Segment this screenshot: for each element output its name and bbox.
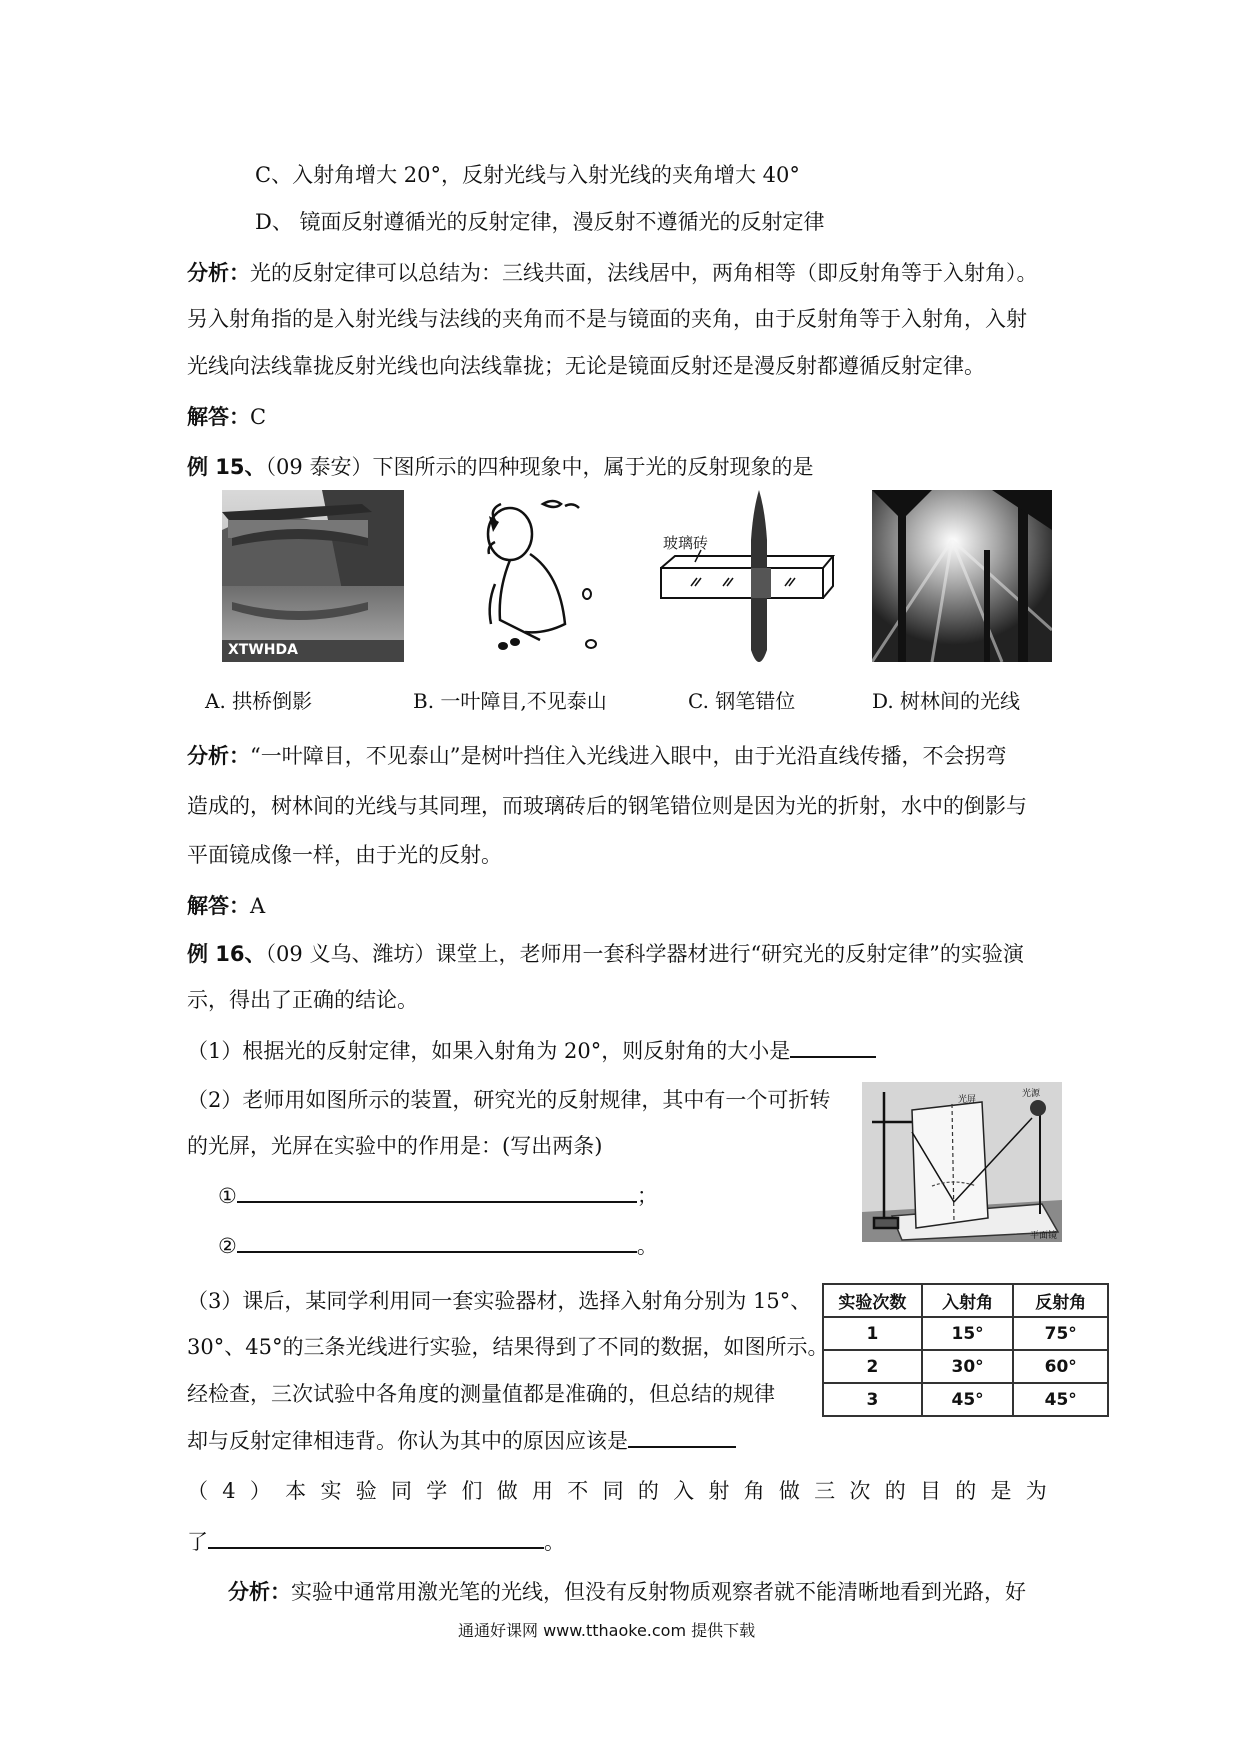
- analysis-text: “一叶障目，不见泰山”是树叶挡住入光线进入眼中，由于光沿直线传播，不会拐弯: [250, 744, 1007, 768]
- q15-stem: [187, 452, 813, 482]
- table-header: 反射角: [1013, 1284, 1108, 1317]
- analysis-label: 分析：: [228, 1580, 291, 1604]
- question-label: 例 15、: [187, 455, 266, 479]
- justified-char: （: [187, 1479, 208, 1503]
- table-cell: 2: [823, 1350, 922, 1383]
- reflection-apparatus-figure: [862, 1082, 1062, 1242]
- q16-part-4-line-2: [187, 1527, 565, 1557]
- answer-blank-2a[interactable]: [237, 1181, 637, 1203]
- q15-analysis-line-1: [187, 741, 1006, 771]
- q16-part-2-line-2: 的光屏，光屏在实验中的作用是：(写出两条): [187, 1134, 603, 1158]
- part-4-end: 。: [544, 1530, 565, 1554]
- answer-value: C: [250, 405, 267, 429]
- q16-part-3-line-3: 经检查，三次试验中各角度的测量值都是准确的，但总结的规律: [187, 1382, 775, 1406]
- q14-answer: [187, 402, 266, 432]
- photo-watermark: XTWHDA: [228, 642, 298, 658]
- justified-char: 角: [743, 1479, 765, 1503]
- table-header: 入射角: [922, 1284, 1014, 1317]
- q15-answer: [187, 891, 265, 921]
- q16-part-2-item-1: [218, 1181, 658, 1211]
- justified-char: 的: [955, 1479, 977, 1503]
- analysis-label: 分析：: [187, 261, 250, 285]
- table-header-row: [823, 1284, 1108, 1317]
- table-cell: 45°: [1013, 1383, 1108, 1416]
- mirror-label: 平面镜: [1030, 1231, 1058, 1241]
- justified-char: 不: [567, 1479, 589, 1503]
- justified-char: 做: [496, 1479, 518, 1503]
- q14-analysis-line-3: 光线向法线靠拢反射光线也向法线靠拢；无论是镜面反射还是漫反射都遵循反射定律。: [187, 354, 985, 378]
- justified-char: 的: [884, 1479, 906, 1503]
- table-cell: 45°: [922, 1383, 1014, 1416]
- q16-stem-line-1: [187, 939, 1024, 969]
- justified-char: 验: [355, 1479, 377, 1503]
- part-1-text: （1）根据光的反射定律，如果入射角为 20°，则反射角的大小是: [187, 1039, 791, 1063]
- analysis-label: 分析：: [187, 744, 250, 768]
- table-cell: 60°: [1013, 1350, 1108, 1383]
- item-marker: ①: [218, 1184, 237, 1208]
- table-row: [823, 1383, 1108, 1416]
- q16-part-3-line-1: （3）课后，某同学利用同一套实验器材，选择入射角分别为 15°、: [187, 1289, 812, 1313]
- q16-part-4-line-1: [187, 1476, 1047, 1506]
- light-source-label: 光源: [1022, 1089, 1041, 1099]
- caption-a: A. 拱桥倒影: [205, 689, 313, 713]
- q15-analysis-line-2: 造成的，树林间的光线与其同理，而玻璃砖后的钢笔错位则是因为光的折射，水中的倒影与: [187, 794, 1027, 818]
- answer-blank-3[interactable]: [628, 1426, 736, 1448]
- q16-part-2-item-2: [218, 1231, 658, 1261]
- justified-char: 学: [426, 1479, 448, 1503]
- leaf-over-eye-cartoon: [455, 494, 615, 662]
- justified-char: 三: [814, 1479, 836, 1503]
- item-marker: ②: [218, 1234, 237, 1258]
- table-cell: 3: [823, 1383, 922, 1416]
- q14-analysis-line-2: 另入射角指的是入射光线与法线的夹角而不是与镜面的夹角，由于反射角等于入射角，入射: [187, 307, 1027, 331]
- screen-label: 光屏: [958, 1095, 977, 1105]
- q14-analysis-line-1: [187, 258, 1038, 288]
- question-text: （09 泰安）下图所示的四种现象中，属于光的反射现象的是: [265, 455, 814, 479]
- page-footer: 通通好课网 www.tthaoke.com 提供下载: [458, 1621, 756, 1640]
- justified-char: 实: [320, 1479, 342, 1503]
- analysis-text: 光的反射定律可以总结为：三线共面，法线居中，两角相等（即反射角等于入射角）。: [250, 261, 1038, 285]
- table-row: [823, 1350, 1108, 1383]
- justified-char: 本: [285, 1479, 307, 1503]
- option-c: C、入射角增大 20°，反射光线与入射光线的夹角增大 40°: [255, 163, 800, 187]
- table-cell: 75°: [1013, 1317, 1108, 1350]
- table-row: [823, 1317, 1108, 1350]
- answer-label: 解答：: [187, 405, 250, 429]
- item-end: ；: [636, 1184, 658, 1208]
- justified-char: ）: [249, 1479, 271, 1503]
- answer-blank-2b[interactable]: [237, 1231, 637, 1253]
- table-cell: 15°: [922, 1317, 1014, 1350]
- part-3-text: 却与反射定律相违背。你认为其中的原因应该是: [187, 1429, 628, 1453]
- justified-char: 是: [990, 1479, 1012, 1503]
- experiment-data-table: [822, 1283, 1109, 1417]
- pen-glass-brick-diagram: [655, 490, 835, 662]
- justified-char: 同: [602, 1479, 624, 1503]
- table-cell: 30°: [922, 1350, 1014, 1383]
- q16-stem-line-2: 示，得出了正确的结论。: [187, 988, 418, 1012]
- analysis-text: 实验中通常用激光笔的光线，但没有反射物质观察者就不能清晰地看到光路，好: [291, 1580, 1026, 1604]
- caption-b: B. 一叶障目,不见泰山: [413, 689, 607, 713]
- justified-char: 目: [919, 1479, 941, 1503]
- glass-brick-label: 玻璃砖: [663, 534, 709, 552]
- justified-char: 入: [673, 1479, 695, 1503]
- q16-part-3-line-2: 30°、45°的三条光线进行实验，结果得到了不同的数据，如图所示。: [187, 1335, 829, 1359]
- justified-char: 做: [778, 1479, 800, 1503]
- justified-char: 的: [637, 1479, 659, 1503]
- justified-char: 4: [222, 1479, 236, 1503]
- justified-char: 为: [1025, 1479, 1047, 1503]
- question-text: （09 义乌、潍坊）课堂上，老师用一套科学器材进行“研究光的反射定律”的实验演: [265, 942, 1024, 966]
- table-header: 实验次数: [823, 1284, 922, 1317]
- caption-d: D. 树林间的光线: [872, 689, 1021, 713]
- q15-analysis-line-3: 平面镜成像一样，由于光的反射。: [187, 843, 502, 867]
- answer-blank-4[interactable]: [208, 1527, 544, 1549]
- answer-value: A: [250, 894, 266, 918]
- q16-part-3-line-4: [187, 1426, 736, 1456]
- q16-part-1: [187, 1036, 876, 1066]
- bridge-reflection-photo: [222, 490, 404, 662]
- justified-char: 射: [708, 1479, 730, 1503]
- question-label: 例 16、: [187, 942, 266, 966]
- justified-char: 用: [532, 1479, 554, 1503]
- q16-part-2-line-1: （2）老师用如图所示的装置，研究光的反射规律，其中有一个可折转: [187, 1088, 831, 1112]
- justified-char: 次: [849, 1479, 871, 1503]
- caption-c: C. 钢笔错位: [688, 689, 796, 713]
- q16-analysis-line-1: [228, 1577, 1026, 1607]
- justified-char: 们: [461, 1479, 483, 1503]
- table-cell: 1: [823, 1317, 922, 1350]
- option-d: D、 镜面反射遵循光的反射定律，漫反射不遵循光的反射定律: [255, 210, 825, 234]
- answer-label: 解答：: [187, 894, 250, 918]
- item-end: 。: [636, 1234, 658, 1258]
- part-4-text: 了: [187, 1530, 208, 1554]
- answer-blank-1[interactable]: [790, 1036, 876, 1058]
- forest-light-photo: [872, 490, 1052, 662]
- justified-char: 同: [390, 1479, 412, 1503]
